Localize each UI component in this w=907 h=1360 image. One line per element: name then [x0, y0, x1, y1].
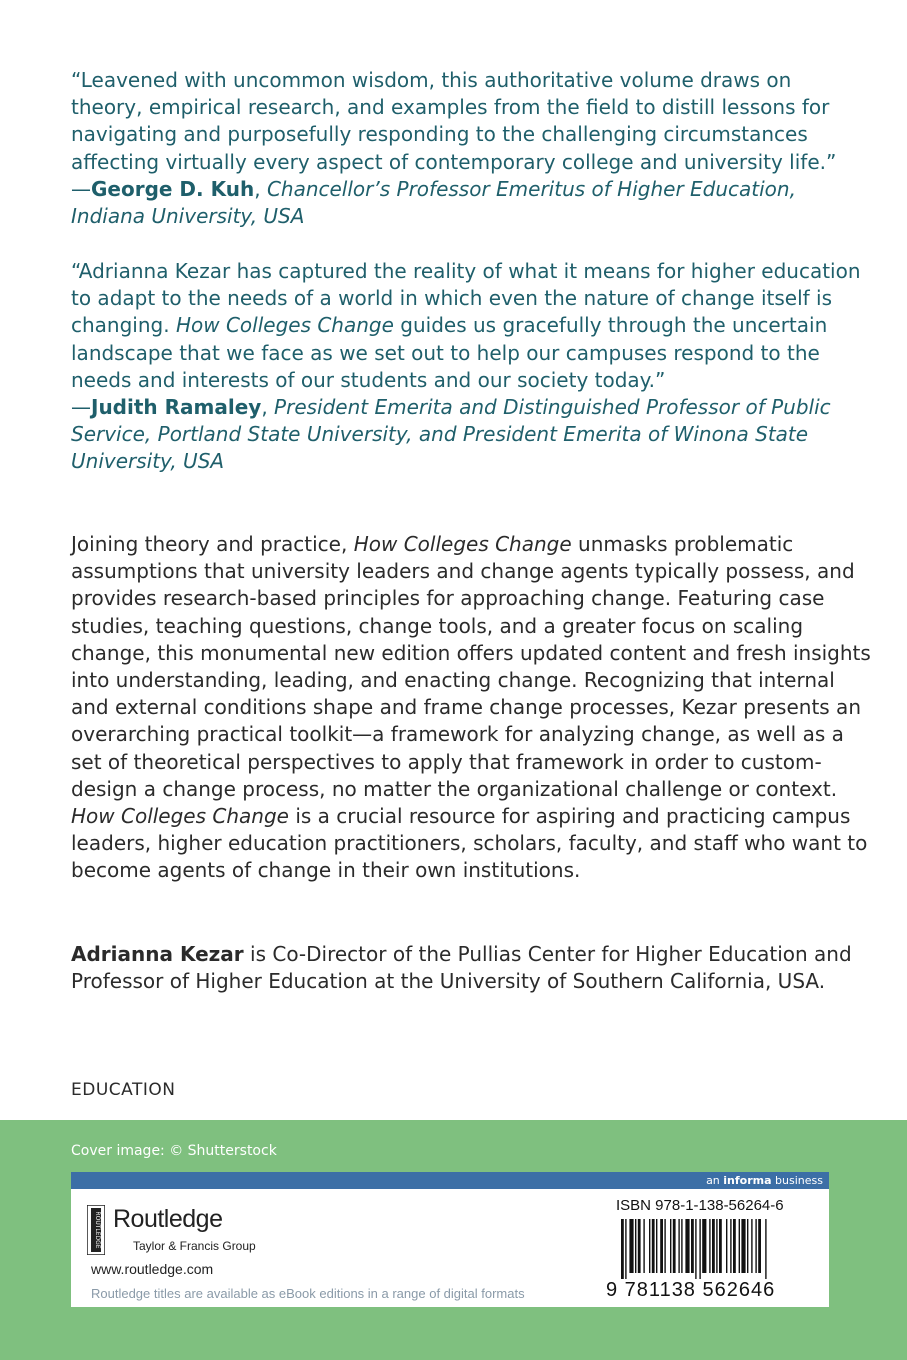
- author-name: Adrianna Kezar: [71, 942, 244, 966]
- informa-prefix: an: [706, 1174, 724, 1187]
- book-description: [71, 531, 871, 885]
- quote-author-name: George D. Kuh: [91, 176, 255, 201]
- publisher-group: Taylor & Francis Group: [133, 1239, 256, 1253]
- quote-kuh: “Leavened with uncommon wisdom, this authoritative volume draws on theory, empirical research, and examples from the field to distill lessons for navigating and purposefully responding to the challenging circumstances affecting virtually every aspect of contemporary college and university life.” —George D. Kuh, Chancellor’s Professor Emeritus of Higher Education, Indiana University, USA: [71, 68, 837, 229]
- quote-text-after: guides us gracefully through the uncertain landscape that we face as we set out to help our campuses respond to the needs and interests of our students and our society today.”: [71, 313, 828, 392]
- quote-book-title: How Colleges Change: [175, 313, 394, 338]
- publisher-name: Routledge: [113, 1205, 223, 1233]
- quote-ramaley: “Adrianna Kezar has captured the reality of what it means for higher education to adapt to the needs of a world in which even the nature of change itself is changing. How Colleges Change guides us gracefully through the uncertain landscape that we face as we set out to help our campuses respond to the needs and interests of our students and our society today.” —Judith Ramaley, President Emerita and Distinguished Professor of Public Service, Portland State University, and President Emerita of Winona State University, USA: [71, 259, 861, 474]
- book-title: How Colleges Change: [71, 804, 289, 829]
- informa-suffix: business: [771, 1174, 823, 1187]
- quote-text: “Leavened with uncommon wisdom, this authoritative volume draws on theory, empirical research, and examples from the field to distill lessons for navigating and purposefully responding to the challenging circumstances affecting virtually every aspect of contemporary college and university life.”: [71, 68, 837, 174]
- quote-author-affiliation: Chancellor’s Professor Emeritus of Higher Education, Indiana University, USA: [71, 176, 796, 229]
- informa-business-bar: [71, 1172, 829, 1189]
- subject-category: EDUCATION: [71, 1080, 176, 1100]
- routledge-logo-icon: [87, 1205, 105, 1255]
- publisher-box: [71, 1189, 829, 1307]
- book-title: How Colleges Change: [353, 532, 572, 556]
- quote-text-before: “Adrianna Kezar has captured the reality of what it means for higher education to adapt to the needs of a world in which even the nature of change itself is changing.: [71, 259, 861, 338]
- quote-author-name: Judith Ramaley: [91, 395, 262, 420]
- logo-mark-text: ROUTLEDGE: [94, 1211, 101, 1249]
- description-text: unmasks problematic assumptions that university leaders and change agents typically possess, and provides research-based principles for approaching change. Featuring case studies, teaching questions, change tools, and a greater focus on scaling change, this monumental new edition offers updated content and fresh insights into understanding, leading, and enacting change. Recognizing that internal and external conditions shape and frame change processes, Kezar presents an overarching practical toolkit—a framework for analyzing change, as well as a set of theoretical perspectives to apply that framework in order to custom-design a change process, no matter the organizational challenge or context.: [71, 532, 871, 801]
- barcode-digits: 9 781138 562646: [606, 1279, 776, 1301]
- isbn-label: ISBN 978-1-138-56264-6: [616, 1197, 784, 1214]
- author-bio: [71, 941, 871, 995]
- quote-dash: —: [71, 395, 91, 420]
- quote-author-affiliation: President Emerita and Distinguished Professor of Public Service, Portland State University, and President Emerita of Winona State University, USA: [71, 395, 831, 474]
- ebook-note: Routledge titles are available as eBook editions in a range of digital formats: [91, 1286, 525, 1301]
- quote-dash: —: [71, 176, 91, 201]
- cover-image-credit: Cover image: © Shutterstock: [71, 1143, 277, 1159]
- informa-brand: informa: [723, 1174, 772, 1187]
- author-bio-text: is Co-Director of the Pullias Center for Higher Education and Professor of Higher Education at the University of Southern California, USA.: [71, 942, 852, 994]
- description-text: Joining theory and practice,: [71, 532, 354, 556]
- barcode-icon: [621, 1219, 817, 1279]
- description-text: is a crucial resource for aspiring and practicing campus leaders, higher education practitioners, scholars, faculty, and staff who want to become agents of change in their own institutions.: [71, 804, 868, 883]
- publisher-website[interactable]: www.routledge.com: [91, 1261, 214, 1277]
